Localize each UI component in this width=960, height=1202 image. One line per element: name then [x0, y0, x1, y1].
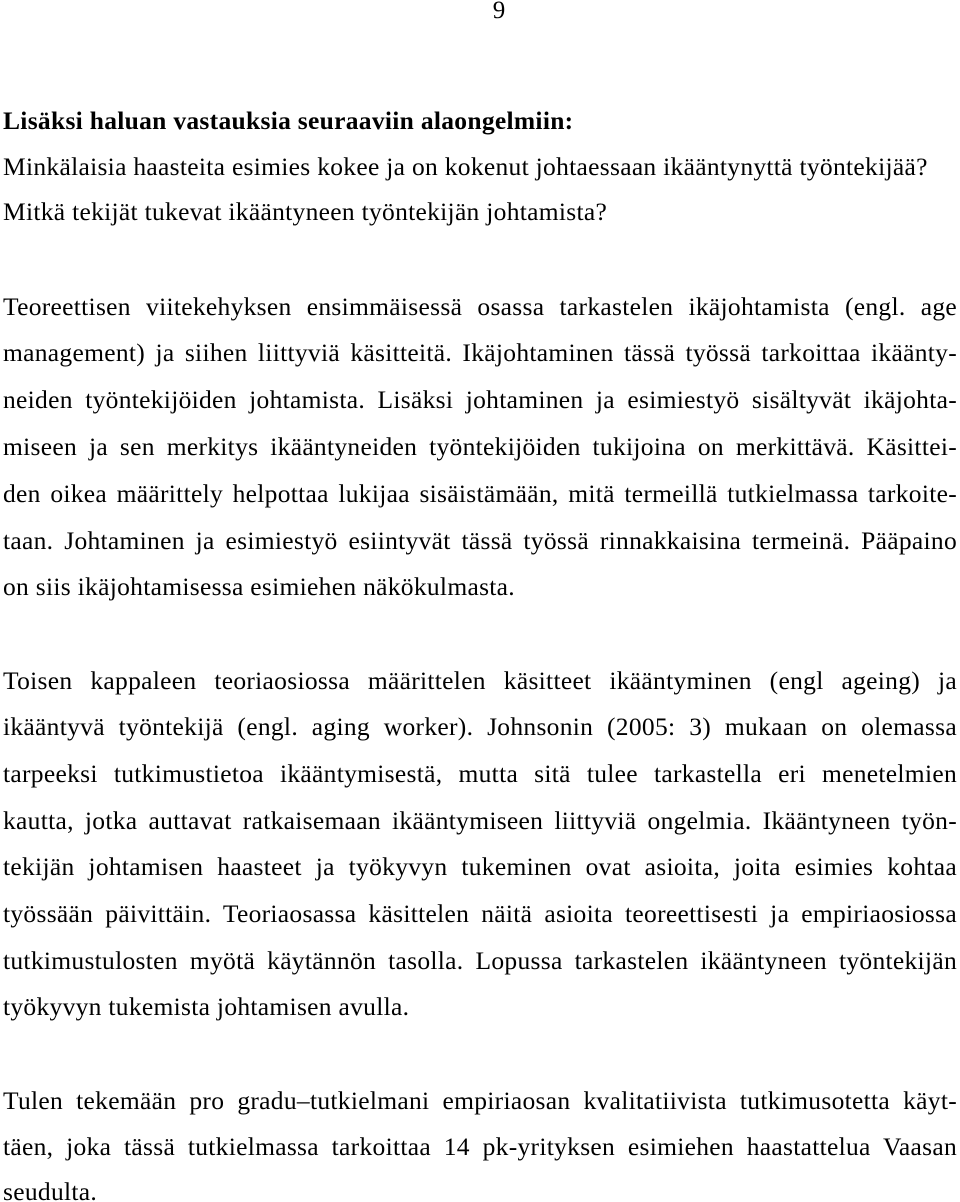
research-subquestions: [3, 98, 957, 235]
text-line: seudulta.: [3, 1177, 98, 1202]
text-line: kautta, jotka auttavat ratkaisemaan ikääntymiseen liittyviä ongelmia. Ikääntyneen työn-: [3, 805, 957, 835]
text-line: taan. Johtaminen ja esimiestyö esiintyvät tässä työssä rinnakkaisina termeinä. Pääpaino: [3, 525, 957, 555]
paragraph-theoretical-framework: [3, 284, 957, 612]
text-line: management) ja siihen liittyviä käsitteitä. Ikäjohtaminen tässä työssä tarkoittaa ikäänty-: [3, 338, 957, 368]
subquestions-heading: Lisäksi haluan vastauksia seuraaviin alaongelmiin:: [3, 106, 574, 135]
text-line: tekijän johtamisen haasteet ja työkyvyn tukeminen ovat asioita, joita esimies kohtaa: [3, 852, 957, 882]
page-number: 9: [492, 0, 506, 24]
text-line: on siis ikäjohtamisessa esimiehen näkökulmasta.: [3, 572, 515, 602]
text-line: tarpeeksi tutkimustietoa ikääntymisestä, mutta sitä tulee tarkastella eri menetelmien: [3, 758, 957, 788]
text-line: työkyvyn tukemista johtamisen avulla.: [3, 992, 410, 1022]
text-line: ikääntyvä työntekijä (engl. aging worker). Johnsonin (2005: 3) mukaan on olemassa: [3, 712, 957, 742]
paragraph-ageing-concepts: [3, 658, 957, 1032]
text-line: työssään päivittäin. Teoriaosassa käsittelen näitä asioita teoreettisesti ja empiriaosiossa: [3, 899, 957, 929]
text-line: täen, joka tässä tutkielmassa tarkoittaa 14 pk-yrityksen esimiehen haastattelua Vaasan: [3, 1131, 957, 1161]
text-line: den oikea määrittely helpottaa lukijaa sisäistämään, mitä termeillä tutkielmassa tarkoite-: [3, 478, 957, 508]
text-line: Toisen kappaleen teoriaosiossa määrittelen käsitteet ikääntyminen (engl ageing) ja: [3, 665, 957, 695]
text-line: tutkimustulosten myötä käytännön tasolla. Lopussa tarkastelen ikääntyneen työntekijän: [3, 945, 957, 975]
research-question: Minkälaisia haasteita esimies kokee ja on kokenut johtaessaan ikääntynyttä työntekijää?: [3, 151, 928, 181]
research-question: Mitkä tekijät tukevat ikääntyneen työntekijän johtamista?: [3, 197, 608, 226]
paragraph-empirical-method: [3, 1078, 957, 1201]
text-line: Tulen tekemään pro gradu–tutkielmani empiriaosan kvalitatiivista tutkimusotetta käyt-: [3, 1086, 957, 1116]
text-line: Teoreettisen viitekehyksen ensimmäisessä osassa tarkastelen ikäjohtamista (engl. age: [3, 291, 957, 321]
text-line: miseen ja sen merkitys ikääntyneiden työntekijöiden tukijoina on merkittävä. Käsittei-: [3, 431, 957, 461]
text-line: neiden työntekijöiden johtamista. Lisäksi johtaminen ja esimiestyö sisältyvät ikäjohta-: [3, 385, 957, 415]
